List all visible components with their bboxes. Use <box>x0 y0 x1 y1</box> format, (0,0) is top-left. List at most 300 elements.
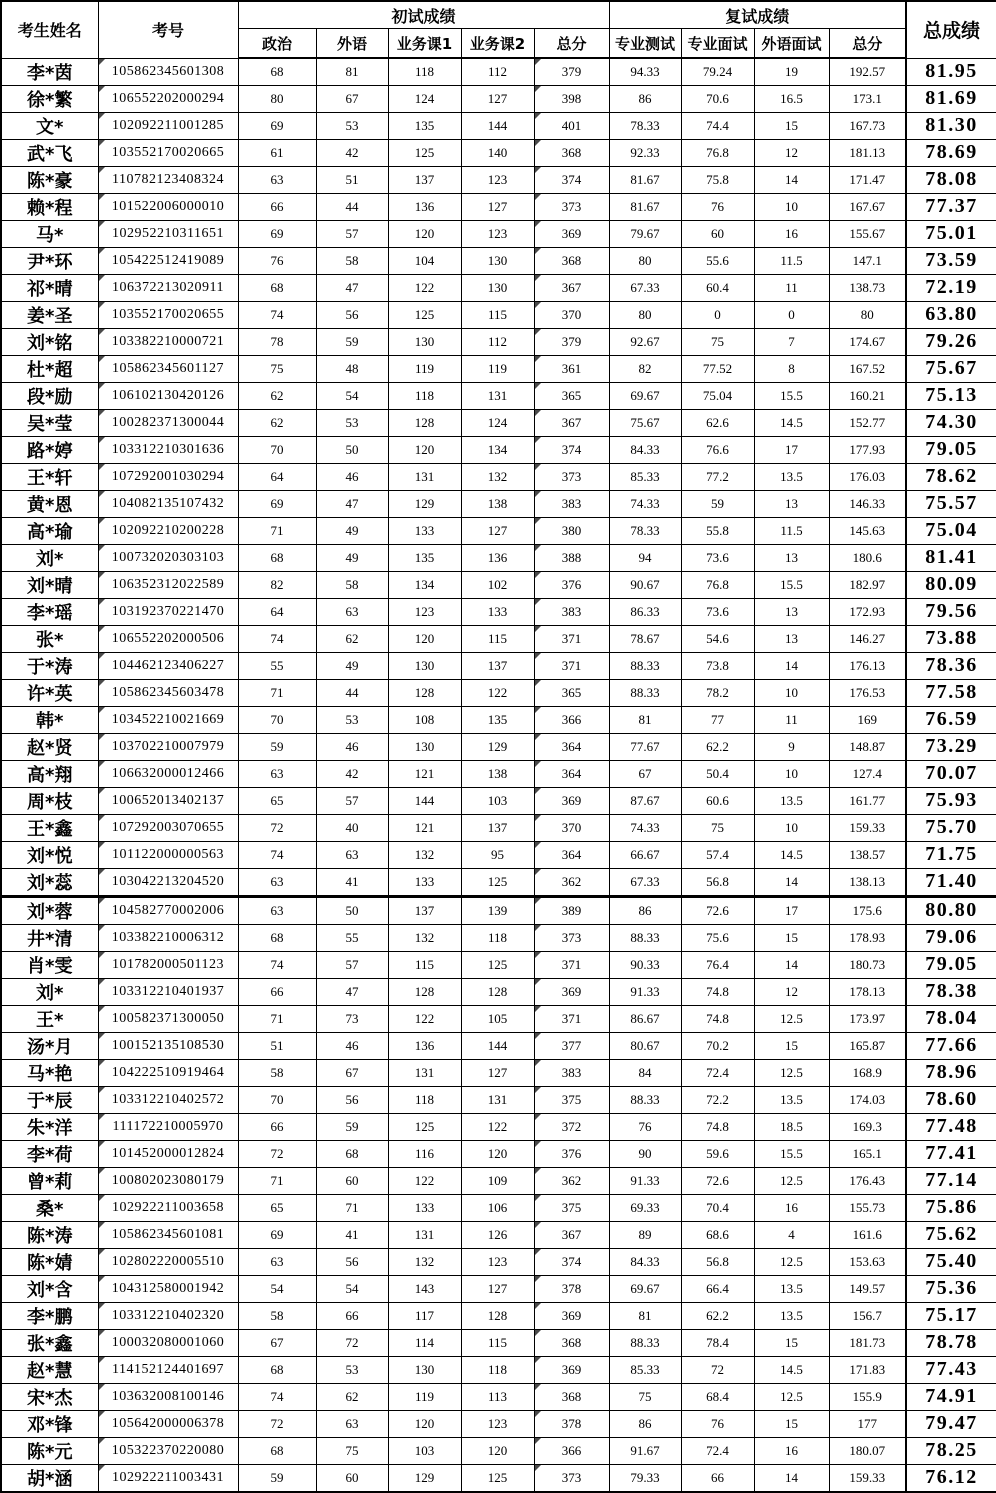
cell-corner-mark-icon <box>535 140 541 146</box>
foreign-language-score-cell: 46 <box>316 733 388 760</box>
cell-corner-mark-icon <box>535 1006 541 1012</box>
exam-number-cell: 106352312022589 <box>98 571 238 598</box>
candidate-row <box>1 1356 996 1383</box>
foreign-language-score-cell: 47 <box>316 490 388 517</box>
first-exam-total-cell: 367 <box>534 274 609 301</box>
course2-score-cell: 123 <box>461 1248 534 1275</box>
exam-number-cell: 103552170020655 <box>98 301 238 328</box>
candidate-name-cell: 刘* <box>1 978 98 1005</box>
professional-interview-score-cell: 62.6 <box>681 409 754 436</box>
first-exam-total-cell: 367 <box>534 409 609 436</box>
course1-score-cell: 103 <box>388 1437 461 1464</box>
foreign-language-score-cell: 49 <box>316 652 388 679</box>
candidate-row <box>1 139 996 166</box>
retest-total-cell: 176.43 <box>829 1167 906 1194</box>
professional-test-score-cell: 80.67 <box>609 1032 681 1059</box>
retest-total-cell: 147.1 <box>829 247 906 274</box>
cell-corner-mark-icon <box>99 437 105 443</box>
professional-interview-score-cell: 77.52 <box>681 355 754 382</box>
candidate-name-cell: 肖*雯 <box>1 951 98 978</box>
politics-score-cell: 70 <box>238 436 316 463</box>
candidate-row <box>1 85 996 112</box>
professional-test-score-cell: 88.33 <box>609 1086 681 1113</box>
cell-corner-mark-icon <box>99 1114 105 1120</box>
cell-corner-mark-icon <box>535 248 541 254</box>
foreign-language-interview-score-cell: 17 <box>754 436 829 463</box>
cell-corner-mark-icon <box>535 1060 541 1066</box>
course1-score-cell: 125 <box>388 1113 461 1140</box>
candidate-name-cell: 于*辰 <box>1 1086 98 1113</box>
professional-test-score-cell: 69.33 <box>609 1194 681 1221</box>
politics-score-cell: 68 <box>238 1437 316 1464</box>
foreign-language-interview-score-cell: 13.5 <box>754 787 829 814</box>
foreign-language-score-cell: 58 <box>316 247 388 274</box>
candidate-name-cell: 姜*圣 <box>1 301 98 328</box>
candidate-name-cell: 井*清 <box>1 924 98 951</box>
retest-total-cell: 146.27 <box>829 625 906 652</box>
final-score-cell: 77.48 <box>906 1113 996 1140</box>
exam-number-cell: 107292003070655 <box>98 814 238 841</box>
first-exam-total-cell: 365 <box>534 382 609 409</box>
course2-score-cell: 128 <box>461 978 534 1005</box>
first-exam-total-cell: 373 <box>534 1464 609 1492</box>
course2-score-cell: 102 <box>461 571 534 598</box>
politics-score-cell: 82 <box>238 571 316 598</box>
foreign-language-score-cell: 59 <box>316 1113 388 1140</box>
professional-test-score-cell: 92.33 <box>609 139 681 166</box>
cell-corner-mark-icon <box>99 518 105 524</box>
retest-total-cell: 173.97 <box>829 1005 906 1032</box>
candidate-name-cell: 王* <box>1 1005 98 1032</box>
professional-interview-score-cell: 55.8 <box>681 517 754 544</box>
final-score-cell: 75.17 <box>906 1302 996 1329</box>
candidate-name-cell: 邓*锋 <box>1 1410 98 1437</box>
final-score-cell: 74.91 <box>906 1383 996 1410</box>
cell-corner-mark-icon <box>535 572 541 578</box>
course2-score-cell: 112 <box>461 58 534 85</box>
course1-score-cell: 125 <box>388 139 461 166</box>
course2-score-cell: 131 <box>461 1086 534 1113</box>
first-exam-total-cell: 374 <box>534 436 609 463</box>
professional-test-score-cell: 76 <box>609 1113 681 1140</box>
retest-total-cell: 138.13 <box>829 868 906 896</box>
professional-interview-score-cell: 72.4 <box>681 1437 754 1464</box>
final-score-cell: 78.25 <box>906 1437 996 1464</box>
candidate-row <box>1 490 996 517</box>
candidate-row <box>1 1302 996 1329</box>
course2-score-cell: 139 <box>461 896 534 924</box>
politics-score-cell: 71 <box>238 517 316 544</box>
candidate-name-cell: 韩* <box>1 706 98 733</box>
final-score-cell: 75.01 <box>906 220 996 247</box>
cell-corner-mark-icon <box>99 761 105 767</box>
candidate-name-cell: 曾*莉 <box>1 1167 98 1194</box>
course2-score-cell: 137 <box>461 814 534 841</box>
column-header-final-score: 总成绩 <box>906 1 996 58</box>
candidate-row <box>1 652 996 679</box>
final-score-cell: 75.93 <box>906 787 996 814</box>
politics-score-cell: 67 <box>238 1329 316 1356</box>
exam-number-cell: 100152135108530 <box>98 1032 238 1059</box>
candidate-name-cell: 赵*贤 <box>1 733 98 760</box>
foreign-language-score-cell: 55 <box>316 924 388 951</box>
course2-score-cell: 103 <box>461 787 534 814</box>
cell-corner-mark-icon <box>535 653 541 659</box>
candidate-row <box>1 760 996 787</box>
course1-score-cell: 130 <box>388 733 461 760</box>
cell-corner-mark-icon <box>99 275 105 281</box>
candidate-row <box>1 1059 996 1086</box>
retest-total-cell: 152.77 <box>829 409 906 436</box>
cell-corner-mark-icon <box>535 1033 541 1039</box>
professional-interview-score-cell: 50.4 <box>681 760 754 787</box>
score-table-body <box>1 58 996 1492</box>
candidate-row <box>1 436 996 463</box>
cell-corner-mark-icon <box>535 194 541 200</box>
retest-total-cell: 153.63 <box>829 1248 906 1275</box>
final-score-cell: 79.56 <box>906 598 996 625</box>
foreign-language-interview-score-cell: 16 <box>754 220 829 247</box>
retest-total-cell: 159.33 <box>829 814 906 841</box>
candidate-name-cell: 高*瑜 <box>1 517 98 544</box>
course2-score-cell: 133 <box>461 598 534 625</box>
candidate-row <box>1 733 996 760</box>
exam-number-cell: 102092211001285 <box>98 112 238 139</box>
course2-score-cell: 129 <box>461 733 534 760</box>
professional-interview-score-cell: 56.8 <box>681 868 754 896</box>
sub-header-foreign-language-interview: 外语面试 <box>754 29 829 59</box>
professional-interview-score-cell: 72.2 <box>681 1086 754 1113</box>
first-exam-total-cell: 389 <box>534 896 609 924</box>
foreign-language-interview-score-cell: 16.5 <box>754 85 829 112</box>
cell-corner-mark-icon <box>535 1303 541 1309</box>
first-exam-total-cell: 401 <box>534 112 609 139</box>
professional-test-score-cell: 82 <box>609 355 681 382</box>
professional-test-score-cell: 86.33 <box>609 598 681 625</box>
course2-score-cell: 127 <box>461 1059 534 1086</box>
candidate-name-cell: 朱*洋 <box>1 1113 98 1140</box>
first-exam-total-cell: 375 <box>534 1086 609 1113</box>
sub-header-retest-total: 总分 <box>829 29 906 59</box>
politics-score-cell: 66 <box>238 978 316 1005</box>
professional-interview-score-cell: 75 <box>681 328 754 355</box>
candidate-name-cell: 王*轩 <box>1 463 98 490</box>
exam-number-cell: 105642000006378 <box>98 1410 238 1437</box>
cell-corner-mark-icon <box>99 545 105 551</box>
course2-score-cell: 134 <box>461 436 534 463</box>
course1-score-cell: 129 <box>388 1464 461 1492</box>
cell-corner-mark-icon <box>99 1168 105 1174</box>
retest-total-cell: 182.97 <box>829 571 906 598</box>
first-exam-total-cell: 371 <box>534 951 609 978</box>
cell-corner-mark-icon <box>535 545 541 551</box>
first-exam-total-cell: 383 <box>534 1059 609 1086</box>
course2-score-cell: 138 <box>461 760 534 787</box>
course2-score-cell: 140 <box>461 139 534 166</box>
retest-total-cell: 155.67 <box>829 220 906 247</box>
cell-corner-mark-icon <box>99 464 105 470</box>
retest-total-cell: 167.73 <box>829 112 906 139</box>
course2-score-cell: 136 <box>461 544 534 571</box>
professional-test-score-cell: 94 <box>609 544 681 571</box>
retest-total-cell: 161.6 <box>829 1221 906 1248</box>
sub-header-course-1: 业务课1 <box>388 29 461 59</box>
cell-corner-mark-icon <box>99 788 105 794</box>
candidate-row <box>1 301 996 328</box>
course2-score-cell: 124 <box>461 409 534 436</box>
retest-total-cell: 155.73 <box>829 1194 906 1221</box>
course2-score-cell: 106 <box>461 1194 534 1221</box>
retest-total-cell: 178.13 <box>829 978 906 1005</box>
foreign-language-interview-score-cell: 18.5 <box>754 1113 829 1140</box>
first-exam-total-cell: 366 <box>534 1437 609 1464</box>
first-exam-total-cell: 378 <box>534 1275 609 1302</box>
professional-interview-score-cell: 72 <box>681 1356 754 1383</box>
candidate-name-cell: 张*鑫 <box>1 1329 98 1356</box>
first-exam-total-cell: 374 <box>534 166 609 193</box>
candidate-row <box>1 978 996 1005</box>
candidate-row <box>1 1005 996 1032</box>
retest-total-cell: 169.3 <box>829 1113 906 1140</box>
final-score-cell: 81.95 <box>906 58 996 85</box>
retest-total-cell: 161.77 <box>829 787 906 814</box>
foreign-language-interview-score-cell: 13 <box>754 598 829 625</box>
exam-number-cell: 104462123406227 <box>98 652 238 679</box>
candidate-row <box>1 247 996 274</box>
foreign-language-score-cell: 44 <box>316 679 388 706</box>
course1-score-cell: 137 <box>388 166 461 193</box>
candidate-row <box>1 571 996 598</box>
final-score-cell: 78.96 <box>906 1059 996 1086</box>
politics-score-cell: 63 <box>238 896 316 924</box>
exam-number-cell: 106552202000294 <box>98 85 238 112</box>
professional-interview-score-cell: 78.4 <box>681 1329 754 1356</box>
foreign-language-interview-score-cell: 13.5 <box>754 1086 829 1113</box>
candidate-name-cell: 周*枝 <box>1 787 98 814</box>
politics-score-cell: 69 <box>238 490 316 517</box>
cell-corner-mark-icon <box>99 925 105 931</box>
exam-number-cell: 111172210005970 <box>98 1113 238 1140</box>
candidate-row <box>1 1194 996 1221</box>
candidate-name-cell: 陈*豪 <box>1 166 98 193</box>
exam-number-cell: 106102130420126 <box>98 382 238 409</box>
retest-total-cell: 167.67 <box>829 193 906 220</box>
foreign-language-score-cell: 53 <box>316 409 388 436</box>
foreign-language-score-cell: 58 <box>316 571 388 598</box>
cell-corner-mark-icon <box>535 1168 541 1174</box>
professional-test-score-cell: 86.67 <box>609 1005 681 1032</box>
exam-number-cell: 104082135107432 <box>98 490 238 517</box>
final-score-cell: 81.41 <box>906 544 996 571</box>
professional-interview-score-cell: 77.2 <box>681 463 754 490</box>
cell-corner-mark-icon <box>535 491 541 497</box>
course2-score-cell: 118 <box>461 924 534 951</box>
candidate-row <box>1 1167 996 1194</box>
first-exam-total-cell: 373 <box>534 463 609 490</box>
professional-test-score-cell: 86 <box>609 85 681 112</box>
professional-test-score-cell: 86 <box>609 896 681 924</box>
cell-corner-mark-icon <box>99 869 105 875</box>
foreign-language-interview-score-cell: 11 <box>754 706 829 733</box>
course1-score-cell: 144 <box>388 787 461 814</box>
course2-score-cell: 137 <box>461 652 534 679</box>
foreign-language-score-cell: 57 <box>316 220 388 247</box>
retest-total-cell: 176.13 <box>829 652 906 679</box>
candidate-row <box>1 1113 996 1140</box>
course1-score-cell: 128 <box>388 409 461 436</box>
professional-interview-score-cell: 0 <box>681 301 754 328</box>
final-score-cell: 73.88 <box>906 625 996 652</box>
retest-total-cell: 159.33 <box>829 1464 906 1492</box>
course1-score-cell: 115 <box>388 951 461 978</box>
retest-total-cell: 165.87 <box>829 1032 906 1059</box>
politics-score-cell: 80 <box>238 85 316 112</box>
first-exam-total-cell: 371 <box>534 1005 609 1032</box>
course2-score-cell: 130 <box>461 274 534 301</box>
first-exam-total-cell: 369 <box>534 787 609 814</box>
candidate-name-cell: 李*瑶 <box>1 598 98 625</box>
exam-number-cell: 102802220005510 <box>98 1248 238 1275</box>
cell-corner-mark-icon <box>99 329 105 335</box>
candidate-row <box>1 382 996 409</box>
retest-total-cell: 176.53 <box>829 679 906 706</box>
cell-corner-mark-icon <box>535 1087 541 1093</box>
professional-test-score-cell: 75.67 <box>609 409 681 436</box>
professional-interview-score-cell: 66 <box>681 1464 754 1492</box>
professional-test-score-cell: 94.33 <box>609 58 681 85</box>
exam-number-cell: 105422512419089 <box>98 247 238 274</box>
retest-total-cell: 180.73 <box>829 951 906 978</box>
candidate-name-cell: 刘*含 <box>1 1275 98 1302</box>
candidate-row <box>1 274 996 301</box>
professional-test-score-cell: 88.33 <box>609 1329 681 1356</box>
first-exam-total-cell: 369 <box>534 978 609 1005</box>
professional-interview-score-cell: 76.8 <box>681 139 754 166</box>
final-score-cell: 79.05 <box>906 436 996 463</box>
cell-corner-mark-icon <box>535 952 541 958</box>
politics-score-cell: 62 <box>238 382 316 409</box>
foreign-language-score-cell: 63 <box>316 841 388 868</box>
first-exam-total-cell: 368 <box>534 139 609 166</box>
cell-corner-mark-icon <box>99 952 105 958</box>
retest-total-cell: 145.63 <box>829 517 906 544</box>
cell-corner-mark-icon <box>535 329 541 335</box>
first-exam-total-cell: 364 <box>534 760 609 787</box>
foreign-language-score-cell: 51 <box>316 166 388 193</box>
cell-corner-mark-icon <box>99 194 105 200</box>
cell-corner-mark-icon <box>99 356 105 362</box>
politics-score-cell: 58 <box>238 1059 316 1086</box>
professional-test-score-cell: 67 <box>609 760 681 787</box>
professional-interview-score-cell: 79.24 <box>681 58 754 85</box>
professional-test-score-cell: 69.67 <box>609 1275 681 1302</box>
candidate-row <box>1 328 996 355</box>
course2-score-cell: 105 <box>461 1005 534 1032</box>
foreign-language-interview-score-cell: 13.5 <box>754 463 829 490</box>
politics-score-cell: 76 <box>238 247 316 274</box>
politics-score-cell: 68 <box>238 274 316 301</box>
retest-total-cell: 173.1 <box>829 85 906 112</box>
candidate-row <box>1 896 996 924</box>
column-group-first-exam-scores: 初试成绩 <box>238 1 609 29</box>
course2-score-cell: 125 <box>461 868 534 896</box>
foreign-language-interview-score-cell: 15.5 <box>754 1140 829 1167</box>
final-score-cell: 75.57 <box>906 490 996 517</box>
cell-corner-mark-icon <box>99 680 105 686</box>
foreign-language-interview-score-cell: 12.5 <box>754 1383 829 1410</box>
cell-corner-mark-icon <box>535 761 541 767</box>
politics-score-cell: 68 <box>238 924 316 951</box>
professional-interview-score-cell: 68.6 <box>681 1221 754 1248</box>
professional-interview-score-cell: 75.04 <box>681 382 754 409</box>
foreign-language-score-cell: 47 <box>316 978 388 1005</box>
candidate-row <box>1 1086 996 1113</box>
professional-test-score-cell: 81 <box>609 1302 681 1329</box>
cell-corner-mark-icon <box>535 1276 541 1282</box>
exam-number-cell: 103452210021669 <box>98 706 238 733</box>
exam-number-cell: 103312210401937 <box>98 978 238 1005</box>
header-group-row <box>1 1 996 29</box>
exam-number-cell: 102922211003658 <box>98 1194 238 1221</box>
exam-number-cell: 103632008100146 <box>98 1383 238 1410</box>
candidate-name-cell: 胡*涵 <box>1 1464 98 1492</box>
foreign-language-interview-score-cell: 11.5 <box>754 247 829 274</box>
cell-corner-mark-icon <box>535 979 541 985</box>
course1-score-cell: 123 <box>388 598 461 625</box>
cell-corner-mark-icon <box>99 1249 105 1255</box>
politics-score-cell: 72 <box>238 1410 316 1437</box>
professional-test-score-cell: 77.67 <box>609 733 681 760</box>
final-score-cell: 70.07 <box>906 760 996 787</box>
course2-score-cell: 122 <box>461 679 534 706</box>
candidate-name-cell: 杜*超 <box>1 355 98 382</box>
politics-score-cell: 59 <box>238 733 316 760</box>
foreign-language-interview-score-cell: 12.5 <box>754 1248 829 1275</box>
candidate-row <box>1 787 996 814</box>
retest-total-cell: 156.7 <box>829 1302 906 1329</box>
course1-score-cell: 128 <box>388 978 461 1005</box>
politics-score-cell: 63 <box>238 760 316 787</box>
cell-corner-mark-icon <box>535 1249 541 1255</box>
candidate-row <box>1 409 996 436</box>
course1-score-cell: 118 <box>388 58 461 85</box>
professional-interview-score-cell: 76 <box>681 1410 754 1437</box>
course2-score-cell: 144 <box>461 1032 534 1059</box>
professional-interview-score-cell: 60 <box>681 220 754 247</box>
professional-interview-score-cell: 54.6 <box>681 625 754 652</box>
cell-corner-mark-icon <box>535 221 541 227</box>
first-exam-total-cell: 376 <box>534 1140 609 1167</box>
candidate-row <box>1 1032 996 1059</box>
cell-corner-mark-icon <box>535 1384 541 1390</box>
foreign-language-score-cell: 73 <box>316 1005 388 1032</box>
exam-number-cell: 101452000012824 <box>98 1140 238 1167</box>
candidate-row <box>1 355 996 382</box>
exam-number-cell: 100582371300050 <box>98 1005 238 1032</box>
cell-corner-mark-icon <box>535 275 541 281</box>
column-header-exam-number: 考号 <box>98 1 238 58</box>
professional-test-score-cell: 84.33 <box>609 1248 681 1275</box>
course1-score-cell: 119 <box>388 355 461 382</box>
candidate-row <box>1 544 996 571</box>
foreign-language-interview-score-cell: 14.5 <box>754 1356 829 1383</box>
candidate-row <box>1 1464 996 1492</box>
cell-corner-mark-icon <box>99 1465 105 1471</box>
foreign-language-interview-score-cell: 14 <box>754 868 829 896</box>
foreign-language-interview-score-cell: 16 <box>754 1194 829 1221</box>
professional-test-score-cell: 84 <box>609 1059 681 1086</box>
professional-interview-score-cell: 75.6 <box>681 924 754 951</box>
